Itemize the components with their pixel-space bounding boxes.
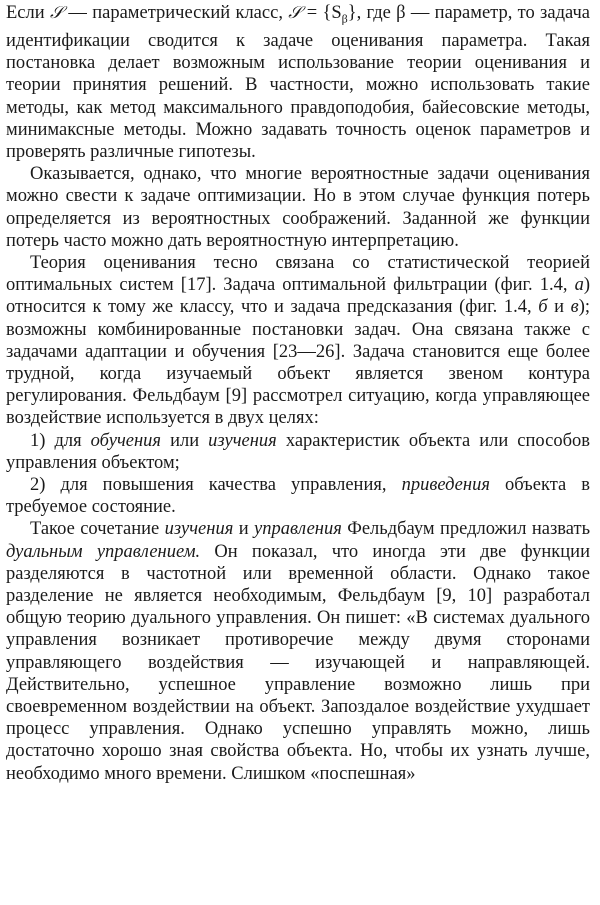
text-run: характеристик объекта или способов управления объектом; xyxy=(6,430,590,473)
text-run: Фельдбаум предложил назвать xyxy=(341,519,591,540)
text-run: Он показал, что иногда эти две функции разделяются в частотной или временной области. Однако такое разделение не является необходимым, Фельдбаум [9, 10] разработал общую теорию дуального управления. Он пишет: «В системах дуального управления возникает противоречие между двумя сторонами управляющего воздействия — изучающей и направляющей. Действительно, успешное управление возможно лишь при своевременном воздействии на объект. Запоздалое воздействие ухудшает процесс управления. Однако успешно управлять можно, лишь достаточно хорошо зная свойства объекта. Но, чтобы их узнать лучше, необходимо много времени. Слишком «поспешная» xyxy=(6,541,590,784)
script-s-symbol: 𝒮 xyxy=(288,3,302,23)
text-run: объекта в требуемое состояние. xyxy=(6,474,591,518)
italic-figure-ref: а xyxy=(574,275,584,296)
text-run: и xyxy=(547,297,571,318)
document-page xyxy=(6,2,590,785)
paragraph-optimization: Оказывается, однако, что многие вероятностные задачи оценивания можно свести к задаче оптимизации. Но в этом случае функция потерь определяется из вероятностных соображений. Заданной же функции потерь часто можно дать вероятностную интерпретацию. xyxy=(6,164,590,251)
text-run: ); возможны комбинированные постановки задач. Она связана также с задачами адаптации и обучения [23—26]. Задача становится еще более трудной, когда изучаемый объект является звеном контура регулирования. Фельдбаум [9] рассмотрел ситуацию, когда управляющее воздействие используется в двух целях: xyxy=(6,297,590,429)
text-run: Если xyxy=(6,3,50,23)
text-run: 1) для xyxy=(30,430,91,451)
list-item-control-quality xyxy=(6,474,590,518)
italic-figure-ref: в xyxy=(570,297,579,318)
italic-term: приведения xyxy=(401,474,490,495)
italic-figure-ref: б xyxy=(538,297,548,318)
text-run: и xyxy=(233,519,255,540)
italic-term: управления xyxy=(254,519,342,540)
list-item-learning xyxy=(6,430,590,474)
text-run: 2) для повышения качества управления, xyxy=(30,474,402,495)
text-run: Теория оценивания тесно связана со статистической теорией оптимальных систем [17]. Задача оптимальной фильтрации (фиг. 1.4, xyxy=(6,252,590,296)
text-run: }, где β — параметр, то задача идентификации сводится к задаче оценивания параметра. Такая постановка делает возможным использование теории оценивания и теории принятия решений. В частности, можно использовать такие методы, как метод максимального правдоподобия, байесовские методы, минимаксные методы. Можно задавать точность оценок параметров и проверять различные гипотезы. xyxy=(6,3,590,162)
text-run: — параметрический класс, xyxy=(63,3,289,23)
script-s-symbol: 𝒮 xyxy=(49,3,64,23)
text-run: = {S xyxy=(301,3,342,23)
italic-term: изучения xyxy=(208,430,277,451)
italic-term: обучения xyxy=(90,430,162,451)
text-run: или xyxy=(161,430,209,451)
text-run: ) относится к тому же классу, что и задача предсказания (фиг. 1.4, xyxy=(6,275,590,318)
italic-term: изучения xyxy=(164,519,234,540)
paragraph-parametric-class xyxy=(6,2,590,163)
beta-subscript: β xyxy=(341,11,348,26)
paragraph-dual-control xyxy=(6,518,590,784)
paragraph-estimation-theory xyxy=(6,252,590,430)
italic-term: дуальным управлением. xyxy=(6,541,201,562)
text-run: Такое сочетание xyxy=(30,519,165,540)
